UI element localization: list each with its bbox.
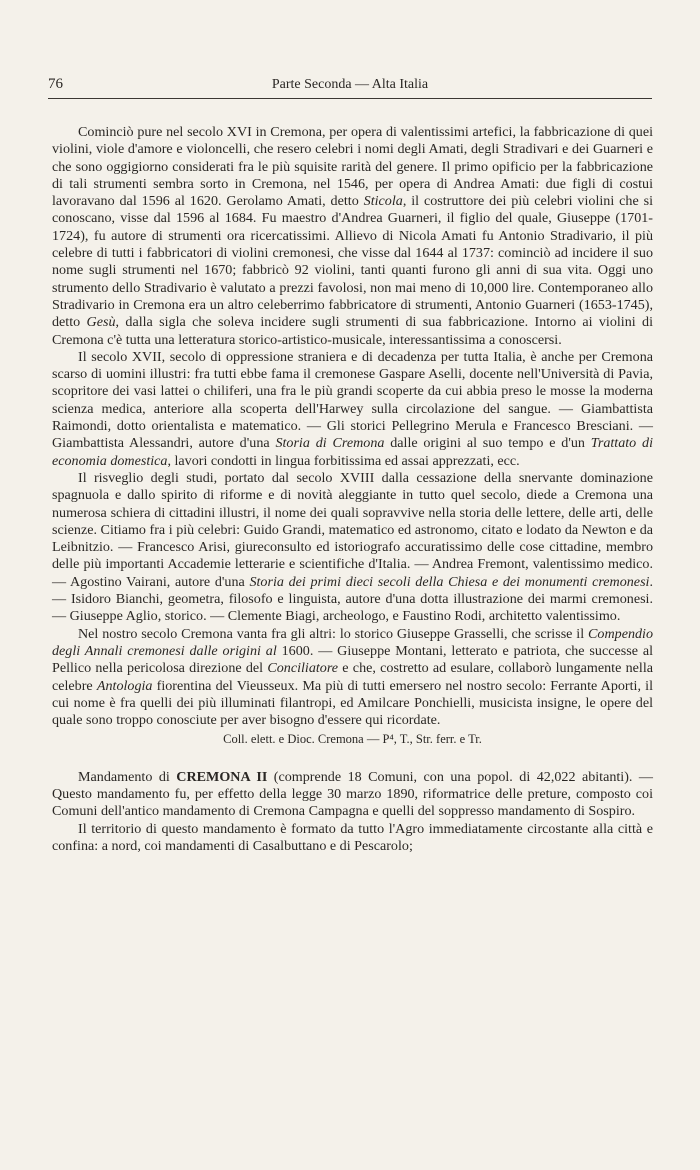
- paragraph-violins: Cominciò pure nel secolo XVI in Cremona, per opera di valentissimi artefici, la fabbricazione di quei violini, viole d'amore e violoncelli, che resero celebri i nomi degli Amati, degli Stradivari e dei Guarneri e che sono oggigiorno considerati fra le più squisite rarità del genere. Il primo opificio per la fabbricazione di tali strumenti sembra sorto in Cremona, nel 1546, per opera di Andrea Amati: due figli di costui lavoravano dal 1596 al 1620. Gerolamo Amati, detto Sticola, il costruttore dei più celebri violini che si conoscano, visse dal 1596 al 1684. Fu maestro d'Andrea Guarneri, il figlio del quale, Giuseppe (1701-1724), fu autore di strumenti ora ricercatissimi. Allievo di Nicola Amati fu Antonio Stradivario, il più celebre di tutti i fabbricatori di violini cremonesi, che visse dal 1644 al 1737: cominciò ad incidere il suo nome sugli strumenti nel 1670; fabbricò 92 violini, tanti quanti furono gli anni di sua vita. Oggi uno strumento dello Stradivario è valutato a prezzi favolosi, non mai meno di 10,000 lire. Contemporaneo allo Stradivario in Cremona era un altro celeberrimo fabbricatore di strumenti, Antonio Guarneri (1653-1745), detto Gesù, dalla sigla che soleva incidere sugli strumenti di sua fabbricazione. Intorno ai violini di Cremona c'è tutta una letteratura storico-artistico-musicale, interessantissima a conoscersi.: [52, 124, 654, 348]
- paragraph-eighteenth-century: Il risveglio degli studi, portato dal secolo XVIII dalla cessazione della snervante dominazione spagnuola e dallo spirito di riforme e di novità aleggiante in tutto quel secolo, diede a Cremona una numerosa schiera di cittadini illustri, il nome dei quali sopravvive nella storia delle lettere, delle arti, delle scienze. Citiamo fra i più celebri: Guido Grandi, matematico ed astronomo, citato e lodato da Newton e da Leibnitzio. — Francesco Arisi, giureconsulto ed istoriografo accuratissimo delle cose cittadine, membro delle più importanti Accademie letterarie e scientifiche d'Italia. — Andrea Fremont, valentissimo medico. — Agostino Vairani, autore d'una Storia dei primi dieci secoli della Chiesa e dei monumenti cremonesi. — Isidoro Bianchi, geometra, filosofo e linguista, autore d'una dotta illustrazione dei marmi cremonesi. — Giuseppe Aglio, storico. — Clemente Biagi, archeologo, e Faustino Rodi, architetto valentissimo.: [52, 469, 653, 625]
- mandamento-name: CREMONA II: [176, 768, 268, 785]
- paragraph-mandamento: Mandamento di CREMONA II (comprende 18 Comuni, con una popol. di 42,022 abitanti). — Questo mandamento fu, per effetto della legge 30 marzo 1890, riformatrice delle preture, composto coi Comuni dell'antico mandamento di Cremona Campagna e quelli del soppresso mandamento di Sospiro.: [52, 768, 654, 820]
- running-title: Parte Seconda — Alta Italia: [271, 77, 429, 92]
- body-text: [52, 124, 653, 855]
- paragraph-seventeenth-century: Il secolo XVII, secolo di oppressione straniera e di decadenza per tutta Italia, è anche per Cremona scarso di uomini illustri: fra tutti ebbe fama il cremonese Gaspare Aselli, docente nell'Università di Pavia, scopritore dei vasi lattei o chiliferi, una fra le più grandi scoperte da cui abbia preso le mosse la moderna scienza medica, anteriore alla scoperta dell'Harwey sulla circolazione del sangue. — Giambattista Raimondi, dotto orientalista e matematico. — Gli storici Pellegrino Merula e Francesco Bresciani. — Giambattista Alessandri, autore d'una Storia di Cremona dalle origini al suo tempo e d'un Trattato di economia domestica, lavori condotti in lingua forbitissima ed assai apprezzati, ecc.: [52, 348, 654, 469]
- paragraph-territorio: Il territorio di questo mandamento è formato da tutto l'Agro immediatamente circostante alla città e confina: a nord, coi mandamenti di Casalbuttano e di Pescarolo;: [52, 820, 653, 854]
- page-number: 76: [48, 76, 63, 92]
- paragraph-nineteenth-century: Nel nostro secolo Cremona vanta fra gli altri: lo storico Giuseppe Grasselli, che scrisse il Compendio degli Annali cremonesi dalle origini al 1600. — Giuseppe Montani, letterato e patriota, che successe al Pellico nella pericolosa direzione del Conciliatore e che, costretto ad esulare, collaborò lungamente nella celebre Antologia fiorentina del Vieusseux. Ma più di tutti emersero nel nostro secolo: Ferrante Aporti, il cui nome è fra quelli dei più illuminati filantropi, ed Amilcare Ponchielli, musicista insigne, le opere del quale sono troppo conosciute per aver bisogno d'essere qui ricordate.: [52, 625, 653, 729]
- page-header: [48, 74, 652, 99]
- collegio-note: Coll. elett. e Dioc. Cremona — P⁴, T., Str. ferr. e Tr.: [223, 732, 482, 747]
